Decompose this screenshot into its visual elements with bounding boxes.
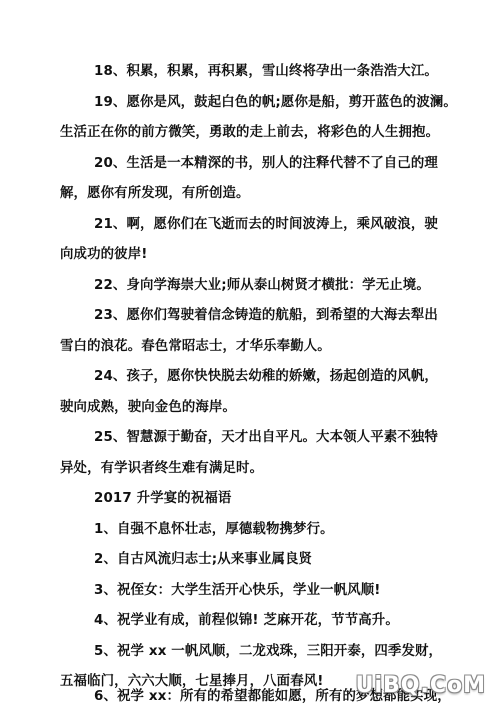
text-line: 25、智慧源于勤奋，天才出自平凡。大本领人平素不独特 <box>94 430 438 445</box>
text-line: 22、身向学海崇大业;师从泰山树贤才横批：学无止境。 <box>94 278 430 293</box>
text-line: 驶向成熟，驶向金色的海岸。 <box>60 400 237 415</box>
text-line: 异处，有学识者终生难有满足时。 <box>60 461 264 476</box>
text-line: 向成功的彼岸! <box>60 247 148 262</box>
text-line: 6、祝学 xx：所有的希望都能如愿，所有的梦想都能实现， <box>94 689 451 704</box>
text-line: 19、愿你是风，鼓起白色的帆;愿你是船，剪开蓝色的波澜。 <box>94 95 457 110</box>
text-line: 5、祝学 xx 一帆风顺，二龙戏珠，三阳开泰，四季发财， <box>94 644 443 659</box>
text-line: 解，愿你有所发现，有所创造。 <box>60 186 250 201</box>
text-line: 20、生活是一本精深的书，别人的注释代替不了自己的理 <box>94 156 438 171</box>
text-line: 21、啊，愿你们在飞逝而去的时间波涛上，乘风破浪，驶 <box>94 217 438 232</box>
text-line: 4、祝学业有成，前程似锦! 芝麻开花，节节高升。 <box>94 613 399 628</box>
text-line: 雪白的浪花。春色常昭志士，才华乐奉勤人。 <box>60 339 331 354</box>
text-line: 生活正在你的前方微笑，勇敢的走上前去，将彩色的人生拥抱。 <box>60 125 440 140</box>
section-heading: 2017 升学宴的祝福语 <box>94 491 232 506</box>
text-line: 2、自古风流归志士;从来事业属良贤 <box>94 552 313 567</box>
text-line: 1、自强不息怀壮志，厚德载物携梦行。 <box>94 522 334 537</box>
text-line: 18、积累，积累，再积累，雪山终将孕出一条浩浩大江。 <box>94 64 438 79</box>
text-line: 24、孩子，愿你快快脱去幼稚的娇嫩，扬起创造的风帆， <box>94 369 438 384</box>
site-watermark: UiBQ.CoM <box>355 673 486 698</box>
text-line: 3、祝侄女：大学生活开心快乐，学业一帆风顺! <box>94 583 381 598</box>
text-line: 五福临门，六六大顺，七星捧月，八面春风! <box>60 674 324 689</box>
text-line: 23、愿你们驾驶着信念铸造的航船，到希望的大海去犁出 <box>94 308 438 323</box>
